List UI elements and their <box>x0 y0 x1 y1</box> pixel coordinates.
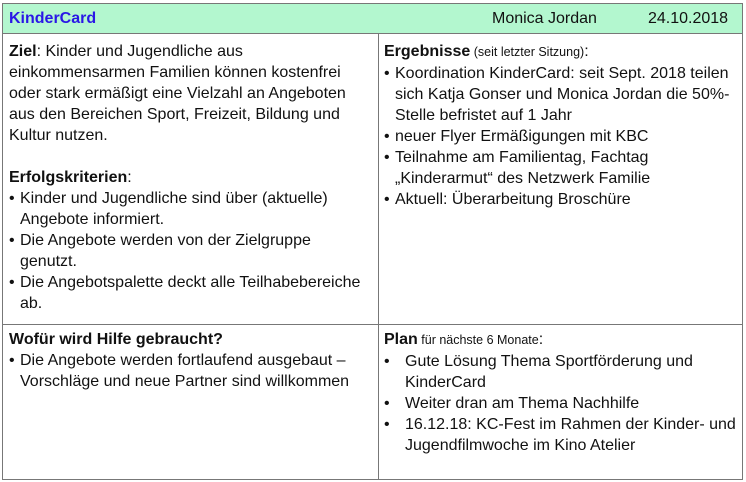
plan-colon: : <box>538 331 544 348</box>
plan-label: Plan <box>384 331 418 348</box>
criteria-colon: : <box>127 169 132 186</box>
report-date: 24.10.2018 <box>648 10 729 27</box>
list-item: • Weiter dran am Thema Nachhilfe <box>384 393 736 414</box>
plan-list <box>384 351 736 456</box>
list-item: • Teilnahme am Familientag, Fachtag „Kinderarmut“ des Netzwerk Familie <box>384 147 736 189</box>
results-label: Ergebnisse <box>384 43 471 60</box>
contact-person: Monica Jordan <box>492 10 597 27</box>
project-title: KinderCard <box>9 10 97 27</box>
results-colon: : <box>584 43 589 60</box>
list-item: • Gute Lösung Thema Sportförderung und KinderCard <box>384 351 736 393</box>
list-item: • Kinder und Jugendliche sind über (aktuelle) Angebote informiert. <box>9 188 372 230</box>
help-list <box>9 350 372 392</box>
results-list <box>384 63 736 210</box>
help-heading: Wofür wird Hilfe gebraucht? <box>9 331 223 348</box>
results-cell <box>379 34 742 325</box>
results-heading <box>384 41 736 63</box>
criteria-list <box>9 188 372 314</box>
header-bar <box>3 4 742 34</box>
list-item: • Die Angebote werden fortlaufend ausgebaut – Vorschläge und neue Partner sind willkommen <box>9 350 372 392</box>
list-item: • 16.12.18: KC-Fest im Rahmen der Kinder- und Jugendfilmwoche im Kino Atelier <box>384 414 736 456</box>
list-item: • Die Angebote werden von der Zielgruppe genutzt. <box>9 230 372 272</box>
goal-paragraph <box>9 41 372 146</box>
plan-heading <box>384 329 736 351</box>
list-item: • neuer Flyer Ermäßigungen mit KBC <box>384 126 736 147</box>
results-note: (seit letzter Sitzung) <box>470 45 585 59</box>
list-item: • Aktuell: Überarbeitung Broschüre <box>384 189 736 210</box>
goal-cell <box>3 34 379 325</box>
list-item: • Koordination KinderCard: seit Sept. 2018 teilen sich Katja Gonser und Monica Jordan die 50%-Stelle befristet auf 1 Jahr <box>384 63 736 126</box>
goal-label: Ziel <box>9 43 37 60</box>
plan-note: für nächste 6 Monate <box>417 333 539 347</box>
plan-cell <box>379 325 742 479</box>
list-item: • Die Angebotspalette deckt alle Teilhabebereiche ab. <box>9 272 372 314</box>
criteria-label: Erfolgskriterien <box>9 169 128 186</box>
goal-text: : Kinder und Jugendliche aus einkommensarmen Familien können kostenfrei oder stark ermäßigt eine Vielzahl an Angeboten aus den Bereichen Sport, Freizeit, Bildung und Kultur nutzen. <box>9 43 346 144</box>
help-cell <box>3 325 379 479</box>
kindercard-sheet <box>2 3 743 480</box>
criteria-heading <box>9 167 372 188</box>
